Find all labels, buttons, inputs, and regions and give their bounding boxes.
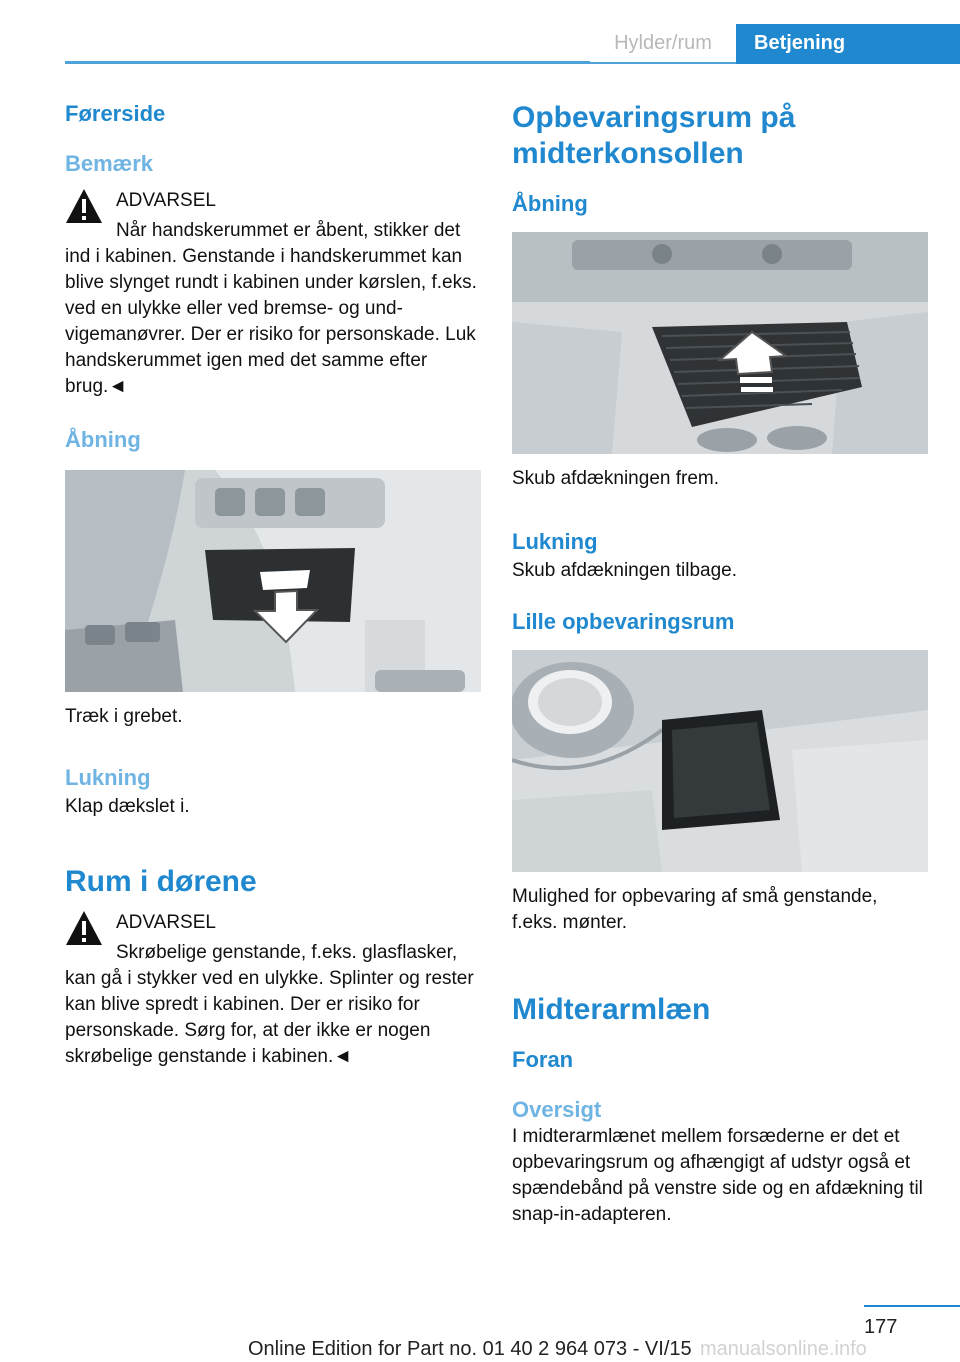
warning-text-rest: ind i kabinen. Genstande i handskerummet kan blive slynget rundt i kabinen under kørslen, f.eks. ved en ulykke eller ved bremse- og undvigemanøvrer. Der er risiko for personskade. Luk handskerummet igen med det samme efter brug.◄ — [65, 246, 477, 397]
section-title-forerside: Førerside — [65, 101, 166, 126]
armrest-title: Midterarmlæn — [512, 993, 711, 1026]
closing-text-right: Skub afdækningen tilbage. — [512, 560, 737, 581]
opening-title-left: Åbning — [65, 427, 141, 452]
console-title: Opbevaringsrum på midterkonsollen — [512, 101, 796, 170]
warning-triangle-icon — [65, 910, 103, 946]
watermark-text: manualsonline.info — [700, 1338, 867, 1360]
doors-title: Rum i dørene — [65, 865, 257, 898]
right-column — [512, 100, 928, 1228]
page-number: 177 — [864, 1316, 898, 1338]
note-title: Bemærk — [65, 151, 154, 176]
left-column — [65, 100, 481, 1070]
footer-rule — [864, 1305, 960, 1307]
warning-text-rest: kan gå i stykker ved en ulykke. Splinter og rester kan blive spredt i kabinen. Der er risiko for personskade. Sørg for, at der ikke er nogen skrøbelige genstande i kabinen.◄ — [65, 968, 474, 1067]
tab-hylder-rum[interactable]: Hylder/rum — [590, 24, 736, 62]
edition-text: Online Edition for Part no. 01 40 2 964 073 - VI/15 — [248, 1338, 692, 1360]
warning-block-glovebox — [65, 188, 481, 400]
tab-betjening[interactable]: Betjening — [736, 24, 960, 64]
small-storage-image — [512, 650, 928, 872]
warning-block-doors — [65, 910, 481, 1070]
closing-title-left: Lukning — [65, 765, 151, 790]
glovebox-handle-image — [65, 470, 481, 692]
warning-label: ADVARSEL — [116, 912, 216, 933]
closing-title-right: Lukning — [512, 529, 598, 554]
small-storage-caption: Mulighed for opbevaring af små genstande, f.eks. mønter. — [512, 886, 878, 933]
small-storage-title: Lille opbevaringsrum — [512, 609, 735, 634]
warning-triangle-icon — [65, 188, 103, 224]
warning-text-first: Skrøbelige genstande, f.eks. glasflasker, — [116, 942, 458, 963]
opening-caption-left: Træk i grebet. — [65, 706, 183, 727]
closing-text-left: Klap dækslet i. — [65, 796, 190, 817]
opening-caption-right: Skub afdækningen frem. — [512, 468, 720, 489]
opening-title-right: Åbning — [512, 191, 588, 216]
front-title: Foran — [512, 1047, 574, 1072]
warning-label: ADVARSEL — [116, 190, 216, 211]
warning-text-first: Når handskerummet er åbent, stikker det — [116, 220, 461, 241]
overview-title: Oversigt — [512, 1097, 602, 1122]
overview-text: I midterarmlænet mellem forsæderne er det et opbevaringsrum og afhængigt af udstyr også et spændebånd på venstre side og en afdækning til snap-in-adapteren. — [512, 1126, 923, 1225]
console-cover-image — [512, 232, 928, 454]
